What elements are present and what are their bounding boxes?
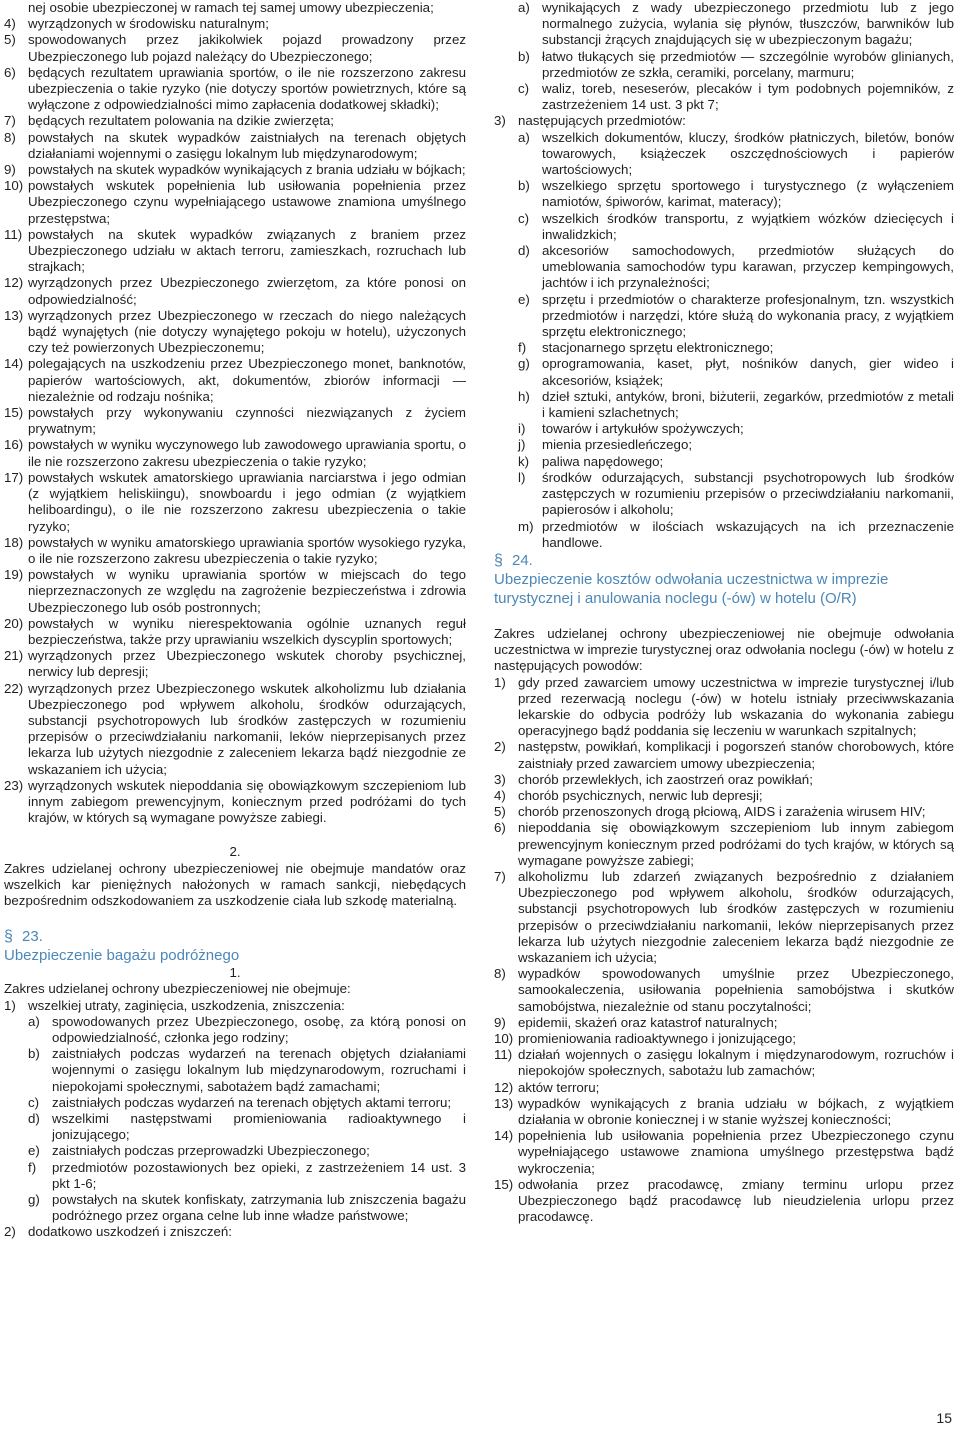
list-item-text: wyrządzonych wskutek niepoddania się obowiązkowym szczepieniom lub innym zabiegom prewencyjnym, koniecznym przed podróżami do tych krajów, w których są wymagane powyższe zabiegi. xyxy=(28,777,466,826)
list-item-number: g) xyxy=(28,1192,40,1208)
list-item xyxy=(494,0,954,49)
list-item-number: f) xyxy=(518,340,527,356)
list-item-number: b) xyxy=(518,178,530,194)
list-item-text: wynikających z wady ubezpieczonego przedmiotu lub z jego normalnego zużycia, wylania się płynów, tłuszczów, barwników lub substancji żrących znajdujących się w ubezpieczonym bagażu; xyxy=(542,0,954,48)
list-item-text: wyrządzonych przez Ubezpieczonego zwierzętom, za które ponosi on odpowiedzialność; xyxy=(28,275,466,307)
list-item xyxy=(4,308,466,357)
list-item-number: 6) xyxy=(4,64,16,80)
list-item-text: waliz, toreb, neseserów, plecaków i tym podobnych pojemników, z zastrzeżeniem 14 ust. 3 pkt 7; xyxy=(542,81,954,113)
list-item xyxy=(494,437,954,453)
list-item-text: akcesoriów samochodowych, przedmiotów służących do umeblowania samochodów typu karawan, przyczep kempingowych, jachtów i ich przynależności; xyxy=(542,243,954,291)
list-item-number: d) xyxy=(518,243,530,259)
continued-text: nej osobie ubezpieczonej w ramach tej samej umowy ubezpieczenia; xyxy=(28,0,434,15)
list-item-number: 12) xyxy=(494,1079,514,1095)
list-item-number: 13) xyxy=(494,1095,514,1111)
list-item-text: środków odurzających, substancji psychotropowych lub środków zastępczych w rozumieniu przepisów o przeciwdziałaniu narkomanii, papierosów i alkoholu; xyxy=(542,469,954,518)
section-title: Ubezpieczenie kosztów odwołania uczestnictwa w imprezie turystycznej i anulowania noclegu (-ów) w hotelu (O/R) xyxy=(494,570,889,607)
list-item-number: b) xyxy=(28,1046,40,1062)
list-item xyxy=(4,681,466,778)
list-item xyxy=(494,211,954,243)
list-item-number: e) xyxy=(518,291,530,307)
list-item-text: wszelkiej utraty, zaginięcia, uszkodzenia, zniszczenia: xyxy=(28,997,345,1013)
list-item-text: powstałych w wyniku amatorskiego uprawiania sportów wysokiego ryzyka, o ile nie rozszerzono zakresu ubezpieczenia o takie ryzyko; xyxy=(28,534,466,566)
list-item xyxy=(494,81,954,113)
list-item xyxy=(494,675,954,740)
list-item xyxy=(4,470,466,535)
list-item-text: aktów terroru; xyxy=(518,1079,600,1095)
list-item xyxy=(494,869,954,966)
list-item-text: przedmiotów w ilościach wskazujących na ich przeznaczenie handlowe. xyxy=(542,518,954,550)
list-item-text: powstałych w wyniku uprawiania sportów w miejscach do tego nieprzeznaczonych ze względu na zagrożenie bezpieczeństwa i zdrowia Ubezpieczonego lub osób postronnych; xyxy=(28,567,466,615)
list-item xyxy=(494,966,954,1015)
list-item xyxy=(4,1192,466,1224)
list-item-number: 4) xyxy=(494,787,506,803)
list-item xyxy=(4,567,466,616)
list-item-number: 14) xyxy=(494,1128,514,1144)
section-number: 24. xyxy=(512,551,533,569)
list-item-text: dzieł sztuki, antyków, broni, biżuterii, zegarków, przedmiotów z metali i kamieni szlachetnych; xyxy=(542,388,954,421)
paragraph-number: 1. xyxy=(229,965,241,981)
list-item-number: 14) xyxy=(4,356,24,372)
list-item xyxy=(4,275,466,307)
list-item xyxy=(494,1177,954,1226)
list-item-text: następujących przedmiotów: xyxy=(518,113,686,129)
list-item-number: 11) xyxy=(4,226,23,242)
list-item-text: następstw, powikłań, komplikacji i pogorszeń stanów chorobowych, które zaistniały przed zawarciem umowy ubezpieczenia; xyxy=(518,739,954,771)
sub-list xyxy=(4,1014,466,1225)
list-item-number: 3) xyxy=(494,771,506,787)
list-item xyxy=(4,1095,466,1111)
list-item xyxy=(4,162,466,178)
list-item xyxy=(494,1096,954,1128)
list-item-text: zaistniałych podczas wydarzeń na terenach objętych aktami terroru; xyxy=(52,1094,452,1110)
sub-list xyxy=(494,130,954,551)
section-sign-icon: § xyxy=(4,928,13,946)
list-item xyxy=(4,405,466,437)
page-number: 15 xyxy=(936,1410,952,1426)
list-item xyxy=(4,778,466,827)
list-item-number: 19) xyxy=(4,567,24,583)
list-item-number: 8) xyxy=(4,129,16,145)
list-item-text: wyrządzonych przez Ubezpieczonego w rzeczach do niego należących bądź wynajętych (nie dotyczy wynajętego pokoju w hotelu), użyczonych czy też powierzonych Ubezpieczonemu; xyxy=(28,307,466,356)
list-item-number: 18) xyxy=(4,534,24,550)
section-heading-24 xyxy=(494,551,954,570)
list-item-text: będących rezultatem uprawiania sportów, o ile nie rozszerzono zakresu ubezpieczenia o takie ryzyko (nie dotyczy sportów powietrznych, które są wyłączone z odpowiedzialności mimo zapłacenia dodatkowej składki); xyxy=(28,64,466,113)
list-item xyxy=(494,1128,954,1177)
list-item-number: a) xyxy=(518,0,530,15)
list-item xyxy=(4,227,466,276)
list-item-number: k) xyxy=(518,453,530,469)
list-item-number: 13) xyxy=(4,307,24,323)
list-item xyxy=(4,1014,466,1046)
list-item xyxy=(494,178,954,210)
list-item-text: będących rezultatem polowania na dzikie zwierzęta; xyxy=(28,113,334,129)
list-item xyxy=(494,470,954,519)
list-item-number: 1) xyxy=(4,997,16,1013)
left-column xyxy=(4,0,466,1241)
list-item-text: powstałych na skutek konfiskaty, zatrzymania lub zniszczenia bagażu podróżnego przez organa celne lub inne władze państwowe; xyxy=(52,1192,466,1224)
list-item-number: 20) xyxy=(4,615,24,631)
list-item-text: chorób przewlekłych, ich zaostrzeń oraz powikłań; xyxy=(518,771,813,787)
list-item xyxy=(4,65,466,114)
list-item-number: 10) xyxy=(494,1030,514,1046)
list-item-text: działań wojennych o zasięgu lokalnym i międzynarodowym, rozruchów i niepokojów społecznych, sabotażu lub zamachów; xyxy=(518,1047,954,1079)
list-item xyxy=(4,1224,466,1240)
list-item xyxy=(494,788,954,804)
list-item-text: powstałych wskutek popełnienia lub usiłowania popełnienia przez Ubezpieczonego czynu wypełniającego ustawowe znamiona umyślnego przestępstwa; xyxy=(28,178,466,226)
list-item-text: polegających na uszkodzeniu przez Ubezpieczonego monet, banknotów, papierów wartościowych, akt, dokumentów, zbiorów informacji — niezależnie od rodzaju nośnika; xyxy=(28,356,466,404)
list-item-text: sprzętu i przedmiotów o charakterze profesjonalnym, tzn. wszystkich przedmiotów i narzędzi, które służą do wykonania pracy, z wyjątkiem sprzętu elektronicznego; xyxy=(542,291,954,340)
list-item xyxy=(494,421,954,437)
list-item xyxy=(494,113,954,129)
exclusions-list xyxy=(494,675,954,1226)
list-item xyxy=(4,437,466,469)
list-item-text: alkoholizmu lub zdarzeń związanych bezpośrednio z działaniem Ubezpieczonego pod wpływem alkoholu, środków odurzających, substancji psychotropowych lub środków zastępczych w rozumieniu przepisów o przeciwdziałaniu narkomanii, leków nieprzepisanych przez lekarza lub użytych niezgodnie zaleceniem lekarza bądź niezgodnie ze wskazaniem ich użycia; xyxy=(518,868,954,965)
section-sign-icon: § xyxy=(494,551,503,569)
list-item-text: wyrządzonych przez Ubezpieczonego wskutek choroby psychicznej, nerwicy lub depresji; xyxy=(28,648,466,680)
list-item xyxy=(4,32,466,64)
list-item-text: spowodowanych przez jakikolwiek pojazd prowadzony przez Ubezpieczonego lub pojazd należący do Ubezpieczonego; xyxy=(28,32,466,64)
section-number: 23. xyxy=(22,928,43,946)
list-item-number: 10) xyxy=(4,178,24,194)
list-item-number: a) xyxy=(28,1013,40,1029)
list-item xyxy=(494,340,954,356)
list-item-number: f) xyxy=(28,1159,37,1175)
list-item-text: powstałych na skutek wypadków wynikających z brania udziału w bójkach; xyxy=(28,162,466,178)
list-item-text: towarów i artykułów spożywczych; xyxy=(542,421,744,437)
list-item-text: łatwo tłukących się przedmiotów — szczególnie wyrobów glinianych, przedmiotów ze szkła, ceramiki, porcelany, marmuru; xyxy=(542,48,954,80)
list-item-number: j) xyxy=(518,437,526,453)
list-item-number: c) xyxy=(518,210,530,226)
list-item-number: a) xyxy=(518,129,530,145)
list-item-number: 11) xyxy=(494,1047,513,1063)
paragraph-text: Zakres udzielanej ochrony ubezpieczeniowej nie obejmuje odwołania uczestnictwa w imprezie turystycznej oraz odwołania noclegu (-ów) w hotelu z następujących powodów: xyxy=(494,625,954,674)
list-item-number: 7) xyxy=(494,868,506,884)
list-item-number: 4) xyxy=(4,16,16,32)
list-item-number: 9) xyxy=(494,1014,506,1030)
list-item-text: oprogramowania, kaset, płyt, nośników danych, gier wideo i akcesoriów, książek; xyxy=(542,356,954,388)
list-item-text: wyrządzonych przez Ubezpieczonego wskutek alkoholizmu lub działania Ubezpieczonego pod wpływem alkoholu, środków odurzających, substancji psychotropowych lub środków zastępczych w rozumieniu przepisów o przeciwdziałaniu narkomanii, leków nieprzepisanych przez lekarza lub użytych niezgodnie z zaleceniem lekarza bądź niezgodnie ze wskazaniem ich użycia; xyxy=(28,680,466,777)
list-item xyxy=(494,356,954,388)
list-item-text: stacjonarnego sprzętu elektronicznego; xyxy=(542,340,774,356)
list-item-number: d) xyxy=(28,1111,40,1126)
list-item xyxy=(4,178,466,227)
list-item xyxy=(494,820,954,869)
list-item-number: b) xyxy=(518,48,530,64)
list-item-number: 15) xyxy=(4,405,24,421)
list-item-number: m) xyxy=(518,518,534,534)
section-title: Ubezpieczenie bagażu podróżnego xyxy=(4,947,240,965)
list-item xyxy=(4,535,466,567)
list-item-number: c) xyxy=(28,1094,40,1110)
list-item-number: e) xyxy=(28,1143,40,1159)
list-item-number: 1) xyxy=(494,674,506,690)
list-item-text: wypadków spowodowanych umyślnie przez Ubezpieczonego, samookaleczenia, usiłowania popełnienia samobójstwa i skutków samobójstwa, niezależnie od stanu poczytalności; xyxy=(518,966,954,1014)
section-heading-23 xyxy=(4,927,466,946)
list-item xyxy=(494,1031,954,1047)
list-item-text: powstałych wskutek amatorskiego uprawiania narciarstwa i jego odmian (z wyjątkiem heliskiingu), snowboardu i jego odmian (z wyjątkiem heliboardingu), o ile nie rozszerzono zakresu ubezpieczenia o takie ryzyko; xyxy=(28,469,466,534)
list-item-number: 15) xyxy=(494,1176,514,1192)
list-item-number: 21) xyxy=(4,648,24,664)
list-item xyxy=(4,356,466,405)
list-item-number: 6) xyxy=(494,820,506,836)
paragraph-number: 2. xyxy=(229,844,241,860)
list-item xyxy=(494,1047,954,1079)
list-item-text: gdy przed zawarciem umowy uczestnictwa w imprezie turystycznej i/lub przed rezerwacją noclegu (-ów) w hotelu istniały przeciwwskazania lekarskie do odbycia podróży lub wskazania do wykonania zabiegu operacyjnego bądź poddania się leczeniu w warunkach szpitalnych; xyxy=(518,674,954,739)
sub-list xyxy=(494,0,954,113)
list-item xyxy=(494,454,954,470)
list-item-text: powstałych w wyniku wyczynowego lub zawodowego uprawiania sportu, o ile nie rozszerzono zakresu ubezpieczenia o takie ryzyko; xyxy=(28,437,466,469)
list-item-number: 2) xyxy=(4,1224,16,1240)
list-item-number: h) xyxy=(518,388,530,404)
list-item xyxy=(4,616,466,648)
list-item xyxy=(4,1046,466,1095)
list-item-number: 22) xyxy=(4,680,24,696)
list-item-text: wszelkich dokumentów, kluczy, środków płatniczych, biletów, bonów towarowych, książeczek oszczędnościowych i papierów wartościowych; xyxy=(542,129,954,178)
list-item xyxy=(4,113,466,129)
right-column xyxy=(494,0,954,1225)
list-item-text: wszelkich środków transportu, z wyjątkiem wózków dziecięcych i inwalidzkich; xyxy=(542,210,954,242)
list-item xyxy=(4,1143,466,1159)
list-item-number: 12) xyxy=(4,275,24,291)
list-item xyxy=(494,519,954,551)
paragraph-text: Zakres udzielanej ochrony ubezpieczeniowej nie obejmuje mandatów oraz wszelkich kar pieniężnych nałożonych w ramach sankcji, niebędących bezpośrednim odszkodowaniem za uszkodzenie ciała lub szkodę materialną. xyxy=(4,860,466,908)
list-item-text: epidemii, skażeń oraz katastrof naturalnych; xyxy=(518,1014,778,1030)
list-item xyxy=(494,739,954,771)
list-item-number: 5) xyxy=(494,804,506,820)
list-item-text: dodatkowo uszkodzeń i zniszczeń: xyxy=(28,1224,232,1240)
list-item-text: mienia przesiedleńczego; xyxy=(542,437,693,453)
list-item xyxy=(494,772,954,788)
list-item-text: powstałych przy wykonywaniu czynności niezwiązanych z życiem prywatnym; xyxy=(28,405,466,437)
list-item-text: spowodowanych przez Ubezpieczonego, osobę, za którą ponosi on odpowiedzialność, członka jego rodziny; xyxy=(52,1013,466,1045)
list-item-number: 2) xyxy=(494,739,506,755)
list-item-text: przedmiotów pozostawionych bez opieki, z zastrzeżeniem 14 ust. 3 pkt 1-6; xyxy=(52,1159,466,1191)
list-item-text: powstałych na skutek wypadków związanych z braniem przez Ubezpieczonego udziału w aktach terroru, zamieszkach, rozruchach lub strajkach; xyxy=(28,226,466,275)
list-item-text: promieniowania radioaktywnego i jonizującego; xyxy=(518,1030,796,1046)
list-item-text: wypadków wynikających z brania udziału w bójkach, z wyjątkiem działania w obronie koniecznej i w stanie wyższej konieczności; xyxy=(518,1095,954,1127)
list-item-text: powstałych na skutek wypadków zaistniałych na terenach objętych działaniami wojennymi o zasięgu lokalnym lub międzynarodowym; xyxy=(28,129,466,161)
list-item-text: wyrządzonych w środowisku naturalnym; xyxy=(28,16,269,32)
list-item-number: l) xyxy=(518,469,526,485)
list-item-number: 23) xyxy=(4,777,24,793)
list-item-text: powstałych w wyniku nierespektowania ogólnie uznanych reguł bezpieczeństwa, także przy uprawianiu wszelkich dyscyplin sportowych; xyxy=(28,615,466,647)
list-item xyxy=(4,998,466,1014)
list-item xyxy=(4,130,466,162)
list-item-number: i) xyxy=(518,421,526,437)
list-item-text: zaistniałych podczas wydarzeń na terenach objętych działaniami wojennymi o zasięgu lokalnym lub międzynarodowym, rozruchami i niepokojami społecznymi, sabotażem bądź zamachami; xyxy=(52,1046,466,1094)
list-item-number: 17) xyxy=(4,469,24,485)
list-item-text: paliwa napędowego; xyxy=(542,453,664,469)
list-item xyxy=(494,49,954,81)
list-item-text: chorób przenoszonych drogą płciową, AIDS i zarażenia wirusem HIV; xyxy=(518,804,926,820)
list-item-text: popełnienia lub usiłowania popełnienia przez Ubezpieczonego czynu wypełniającego ustawowe znamiona umyślnego przestępstwa bądź wykroczenia; xyxy=(518,1128,954,1176)
list-item-number: 5) xyxy=(4,32,16,48)
list-item-number: g) xyxy=(518,356,530,372)
list-item-number: 7) xyxy=(4,113,16,129)
exclusions-list xyxy=(4,16,466,826)
list-item-number: 9) xyxy=(4,162,16,178)
list-item-number: 3) xyxy=(494,113,506,129)
list-item xyxy=(494,804,954,820)
list-item-text: zaistniałych podczas przeprowadzki Ubezpieczonego; xyxy=(52,1143,370,1159)
list-item xyxy=(494,243,954,292)
list-item-number: 16) xyxy=(4,437,24,453)
list-item xyxy=(4,1160,466,1192)
list-item-number: c) xyxy=(518,81,530,97)
list-item xyxy=(4,1111,466,1143)
list-item xyxy=(494,130,954,179)
list-item xyxy=(494,1080,954,1096)
list-item-text: wszelkiego sprzętu sportowego i turystycznego (z wyłączeniem namiotów, śpiworów, karimat, materacy); xyxy=(542,178,954,210)
list-item-number: 8) xyxy=(494,966,506,982)
list-item xyxy=(494,389,954,421)
list-item-text: wszelkimi następstwami promieniowania radioaktywnego i jonizującego; xyxy=(52,1111,466,1143)
list-item xyxy=(4,648,466,680)
paragraph-text: Zakres udzielanej ochrony ubezpieczeniowej nie obejmuje: xyxy=(4,981,351,997)
list-item xyxy=(4,16,466,32)
list-item-text: niepoddania się obowiązkowym szczepieniom lub innym zabiegom prewencyjnym koniecznym przed podróżami do tych krajów, w których są wymagane powyższe zabiegi; xyxy=(518,820,954,868)
list-item xyxy=(494,1015,954,1031)
list-item-text: chorób psychicznych, nerwic lub depresji; xyxy=(518,787,763,803)
list-item-text: odwołania przez pracodawcę, zmiany terminu urlopu przez Ubezpieczonego bądź pracodawcę lub nieudzielenia urlopu przez pracodawcę. xyxy=(518,1176,954,1225)
list-item xyxy=(494,292,954,341)
